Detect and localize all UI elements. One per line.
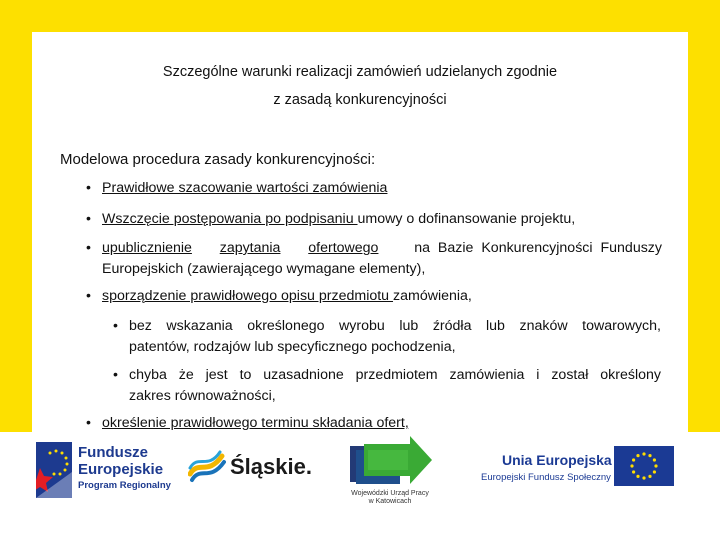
bullet-text-continuation: Europejskich (zawierającego wymagane elementy), bbox=[102, 261, 426, 277]
slide-title-line-2: z zasadą konkurencyjności bbox=[273, 92, 447, 108]
bullet-text-underlined: sporządzenie prawidłowego opisu przedmiotu bbox=[102, 288, 394, 304]
bullet-dot-icon: • bbox=[86, 180, 91, 196]
bullet-text-underlined: ofertowego bbox=[308, 240, 379, 256]
sub-bullet-item bbox=[113, 316, 661, 358]
logo-text-line: Wojewódzki Urząd Pracy bbox=[351, 490, 429, 497]
slaskie-text: Śląskie. bbox=[230, 454, 312, 479]
program-regionalny-text: Program Regionalny bbox=[78, 480, 171, 491]
bullet-dot-icon: • bbox=[86, 288, 91, 304]
slaskie-logo-icon bbox=[188, 450, 226, 484]
bullet-text-underlined: upublicznienie bbox=[102, 240, 192, 256]
bullet-item bbox=[86, 209, 576, 230]
bullet-item bbox=[86, 413, 409, 434]
bullet-dot-icon: • bbox=[113, 318, 118, 334]
logo-text-line: Europejskie bbox=[78, 461, 164, 478]
wup-text bbox=[346, 490, 434, 506]
section-heading: Modelowa procedura zasady konkurencyjności: bbox=[60, 151, 376, 168]
sub-bullet-text: chyba że jest to uzasadnione przedmiotem zamówienia i został określony bbox=[129, 367, 661, 383]
bullet-text: zamówienia, bbox=[393, 288, 472, 304]
bullet-text: umowy o dofinansowanie projektu, bbox=[357, 211, 576, 227]
sub-bullet-text-continuation: zakres równoważności, bbox=[129, 388, 276, 404]
sub-bullet-text: bez wskazania określonego wyrobu lub źródła lub znaków towarowych, bbox=[129, 318, 661, 334]
efs-text: Europejski Fundusz Społeczny bbox=[481, 472, 611, 483]
bullet-text-underlined: Wszczęcie postępowania po podpisaniu bbox=[102, 211, 358, 227]
bullet-dot-icon: • bbox=[86, 211, 91, 227]
slide-title-line-1: Szczególne warunki realizacji zamówień udzielanych zgodnie bbox=[162, 64, 558, 80]
fundusze-europejskie-logo-icon bbox=[36, 442, 72, 498]
logo-text-line: w Katowicach bbox=[368, 498, 412, 505]
wup-logo-icon bbox=[346, 436, 434, 488]
logo-strip bbox=[0, 432, 720, 540]
fundusze-europejskie-text bbox=[78, 444, 163, 478]
logo-text-line: Fundusze bbox=[78, 444, 148, 461]
bullet-item bbox=[86, 178, 388, 199]
eu-flag-icon bbox=[614, 446, 674, 486]
sub-bullet-item bbox=[113, 365, 661, 407]
bullet-item bbox=[86, 238, 662, 280]
bullet-text-underlined: zapytania bbox=[219, 240, 281, 256]
bullet-text-underlined: określenie prawidłowego terminu składania ofert, bbox=[102, 415, 409, 431]
bullet-item bbox=[86, 286, 472, 307]
bullet-text: na Bazie Konkurencyjności Funduszy bbox=[406, 240, 662, 256]
bullet-text-underlined: Prawidłowe szacowanie wartości zamówienia bbox=[102, 180, 388, 196]
bullet-dot-icon: • bbox=[113, 367, 118, 383]
sub-bullet-text-continuation: patentów, rodzajów lub specyficznego pochodzenia, bbox=[129, 339, 456, 355]
unia-europejska-text: Unia Europejska bbox=[502, 452, 612, 468]
bullet-dot-icon: • bbox=[86, 240, 91, 256]
bullet-dot-icon: • bbox=[86, 415, 91, 431]
